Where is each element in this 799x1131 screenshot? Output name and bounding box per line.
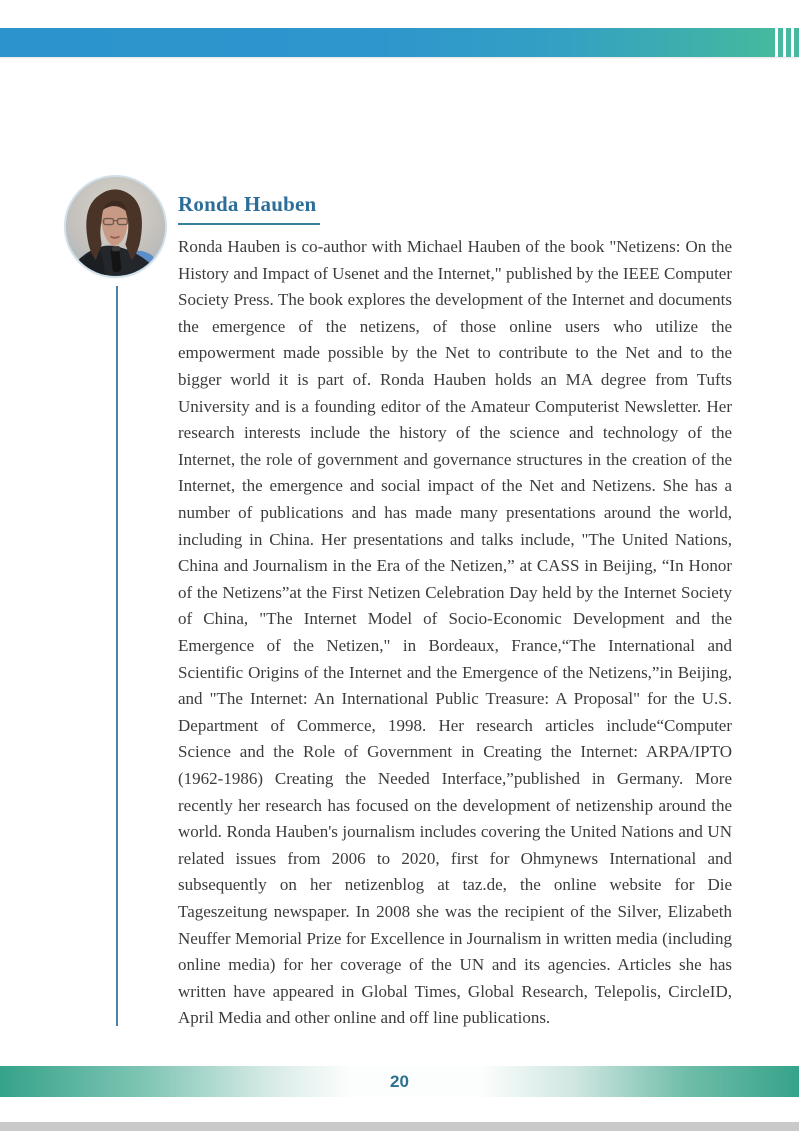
portrait-illustration bbox=[66, 177, 165, 276]
profile-photo bbox=[66, 177, 165, 276]
heading-underline bbox=[178, 223, 320, 225]
footer-gradient-bar bbox=[0, 1066, 799, 1097]
profile-bio-text: Ronda Hauben is co-author with Michael Hauben of the book "Netizens: On the History and Impact of Usenet and the Internet," published by the IEEE Computer Society Press. The book explores the development of the Internet and documents the emergence of the netizens, of those online users who utilize the empowerment made possible by the Net to contribute to the Net and to the bigger world it is part of. Ronda Hauben holds an MA degree from Tufts University and is a founding editor of the Amateur Computerist Newsletter. Her research interests include the history of the science and technology of the Internet, the role of government and governance structures in the creation of the Internet, the emergence and social impact of the Net and Netizens. She has a number of publications and has made many presentations around the world, including in China. Her presentations and talks include, "The United Nations, China and Journalism in the Era of the Netizen,” at CASS in Beijing, “In Honor of the Netizens”at the First Netizen Celebration Day held by the Internet Society of China, "The Internet Model of Socio-Economic Development and the Emergence of the Netizen," in Bordeaux, France,“The International and Scientific Origins of the Internet and the Emergence of the Netizens,”in Beijing, and "The Internet: An International Public Treasure: A Proposal" for the U.S. Department of Commerce, 1998. Her research articles include“Computer Science and the Role of Government in Creating the Internet: ARPA/IPTO (1962-1986) Creating the Needed Interface,”published in Germany. More recently her research has focused on the development of netizenship around the world. Ronda Hauben's journalism includes covering the United Nations and UN related issues from 2006 to 2020, first for Ohmynews International and subsequently on her netizenblog at taz.de, the online website for Die Tageszeitung newspaper. In 2008 she was the recipient of the Silver, Elizabeth Neuffer Memorial Prize for Excellence in Journalism in written media (including online media) for her coverage of the UN and its agencies. Articles she has written have appeared in Global Times, Global Research, Telepolis, CircleID, April Media and other online and off line publications. bbox=[178, 237, 732, 1028]
header-gradient-bar bbox=[0, 28, 799, 57]
header-bar-notch bbox=[775, 28, 778, 57]
bottom-gray-strip bbox=[0, 1122, 799, 1131]
profile-section bbox=[178, 193, 732, 1032]
vertical-accent-line bbox=[116, 286, 118, 1026]
profile-name-heading: Ronda Hauben bbox=[178, 192, 317, 216]
header-bar-notch bbox=[783, 28, 786, 57]
header-bar-notch bbox=[791, 28, 794, 57]
page-number: 20 bbox=[390, 1071, 409, 1091]
